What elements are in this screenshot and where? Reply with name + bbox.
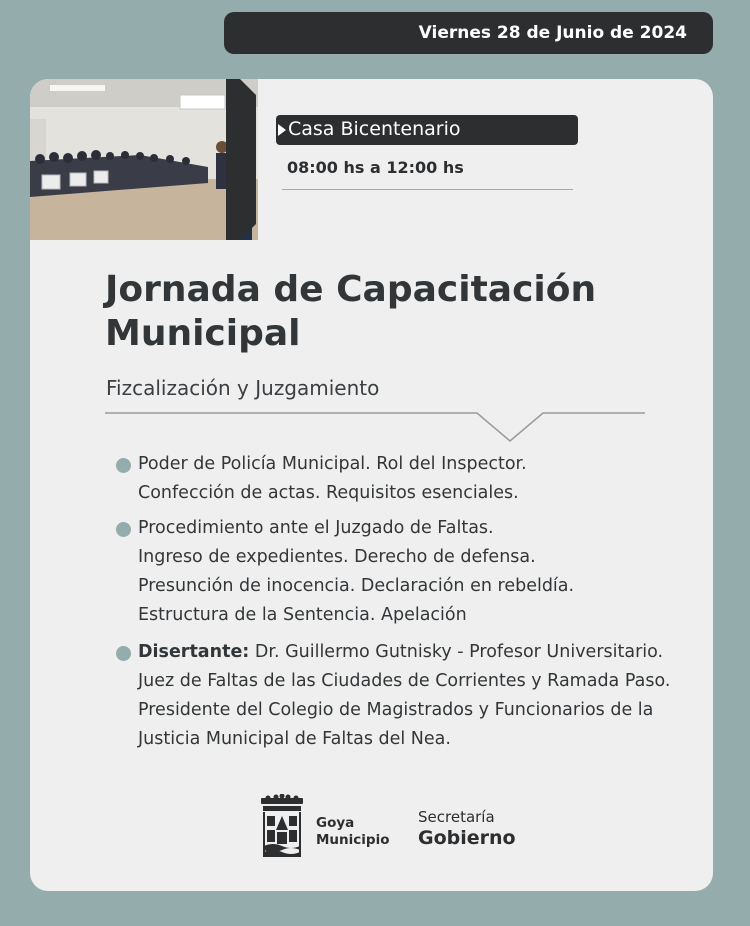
card-corner-tab bbox=[226, 79, 258, 240]
title-line: Municipal bbox=[105, 313, 301, 354]
audience-photo bbox=[30, 79, 258, 240]
goya-logo-text: Goya Municipio bbox=[316, 815, 390, 848]
event-time: 08:00 hs a 12:00 hs bbox=[287, 158, 464, 177]
speaker-item: Disertante: Dr. Guillermo Gutnisky - Profesor Universitario. Juez de Faltas de las Ciudades de Corrientes y Ramada Paso. Presidente del Colegio de Magistrados y Funcionarios de la Justicia Municipal de Faltas del Nea. bbox=[116, 638, 706, 754]
speaker-label: Disertante: bbox=[138, 642, 250, 662]
venue-name: Casa Bicentenario bbox=[288, 118, 461, 140]
list-item: Poder de Policía Municipal. Rol del Inspector. Confección de actas. Requisitos esenciales. bbox=[116, 450, 706, 508]
event-title bbox=[105, 268, 665, 356]
bullet-icon bbox=[116, 522, 131, 537]
topics-list bbox=[116, 450, 706, 754]
goya-municipio-crest-icon bbox=[258, 794, 306, 862]
event-subtitle: Fizcalización y Juzgamiento bbox=[106, 376, 380, 400]
speaker-name: Dr. Guillermo Gutnisky - Profesor Universitario. bbox=[249, 642, 664, 662]
venue-bar bbox=[276, 115, 578, 145]
list-item: Procedimiento ante el Juzgado de Faltas. Ingreso de expedientes. Derecho de defensa. Presunción de inocencia. Declaración en rebeldía. Estructura de la Sentencia. Apelación bbox=[116, 514, 706, 630]
arrow-icon bbox=[278, 124, 286, 136]
event-date: Viernes 28 de Junio de 2024 bbox=[418, 23, 687, 43]
date-banner bbox=[224, 12, 713, 54]
bullet-icon bbox=[116, 458, 131, 473]
divider bbox=[282, 189, 573, 190]
bullet-icon bbox=[116, 646, 131, 661]
secretaria-logo-text: Secretaría Gobierno bbox=[418, 808, 516, 849]
chevron-divider bbox=[105, 405, 645, 445]
title-line: Jornada de Capacitación bbox=[105, 269, 597, 310]
